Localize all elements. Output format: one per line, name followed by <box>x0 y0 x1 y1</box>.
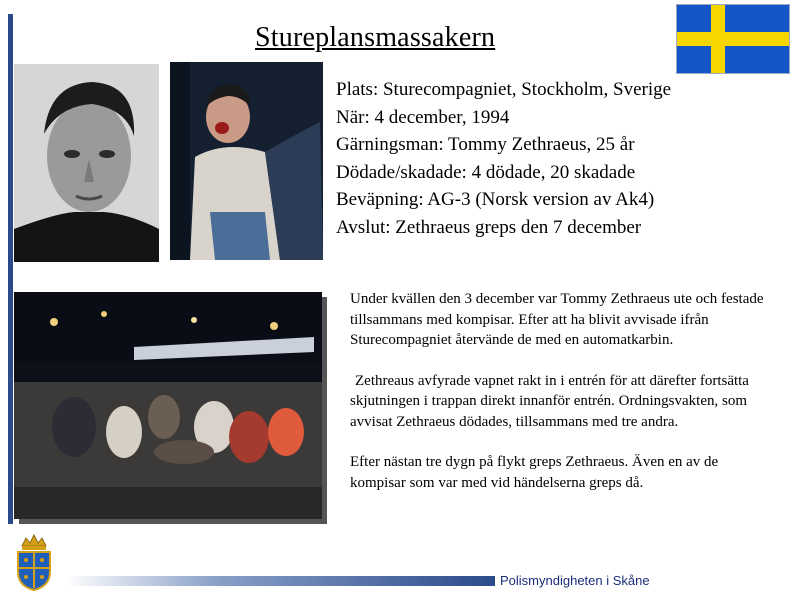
fact-date: När: 4 december, 1994 <box>336 106 510 128</box>
fact-weapon: Beväpning: AG-3 (Norsk version av Ak4) <box>336 189 655 210</box>
event-narrative <box>350 289 770 493</box>
narrative-paragraph: Efter nästan tre dygn på flykt greps Zethraeus. Även en av de kompisar som var med vid händelserna greps då. <box>350 454 719 491</box>
page-title: Stureplansmassakern <box>255 22 496 53</box>
crime-scene-photo <box>14 292 322 519</box>
narrative-paragraph: Under kvällen den 3 december var Tommy Zethraeus ute och festade tillsammans med kompisar. Efter att ha blivit avvisade ifrån Sturecompagniet återvände de med en automatkarbin. <box>350 291 764 348</box>
incident-facts <box>336 76 671 241</box>
fact-perpetrator: Gärningsman: Tommy Zethraeus, 25 år <box>336 134 635 155</box>
portrait-photo <box>14 64 159 262</box>
police-emblem-icon <box>12 532 56 592</box>
fact-place: Plats: Sturecompagniet, Stockholm, Sverige <box>336 79 672 100</box>
narrative-paragraph: Zethreaus avfyrade vapnet rakt in i entrén för att därefter fortsätta skjutningen i trappan direkt innanför entrén. Ordningsvakten, som avvisat Zethraeus dödades, tillsammans med tre andra. <box>350 372 749 430</box>
arrest-photo <box>170 62 323 260</box>
swedish-flag <box>676 4 790 74</box>
fact-conclusion: Avslut: Zethraeus greps den 7 december <box>336 216 642 238</box>
fact-casualties: Dödade/skadade: 4 dödade, 20 skadade <box>336 161 636 183</box>
footer-gradient-bar <box>65 576 495 586</box>
left-accent-rule <box>8 14 13 524</box>
footer-organization: Polismyndigheten i Skåne <box>500 573 650 588</box>
